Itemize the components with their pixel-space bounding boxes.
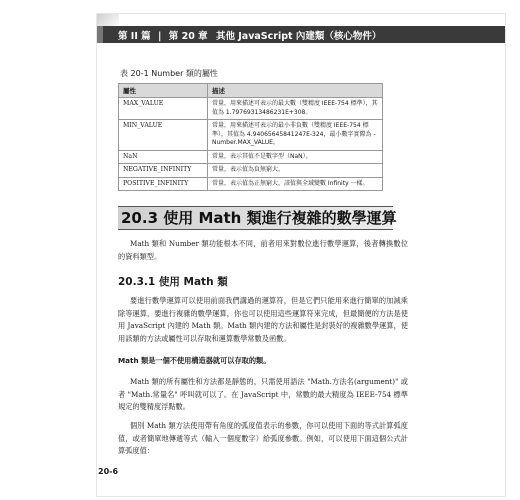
page-number: 20-6 [98,467,119,476]
property-description: 常量，用來描述可表示的最小非負數（雙精度 IEEE-754 標準），其值為 4.94065645841247E-324，最小數字實際為 -Number.MAX_VALUE。 [208,120,383,151]
number-properties-table [118,83,383,191]
corner-mark [97,14,119,26]
paragraph-1: 要進行數學運算可以使用前面我們講過的運算符，但是它們只能用來進行簡單的加減乘除等運算，要進行複雜的數學運算，你也可以使用這些運算符來完成，但最簡便的方法是使用 JavaScript 內建的 Math 類。Math 類內建的方法和屬性是封裝好的複雜數學運算，使用該類的方法或屬性可以存取和運算數學常數及函數。 [118,296,408,343]
chapter-title: 其他 JavaScript 內建類（核心物件） [215,31,382,42]
section-intro: Math 類和 Number 類功能根本不同，前者用來對數位進行數學運算，後者轉換數位的資料類型。 [118,239,408,261]
table-row [119,177,383,191]
property-description: 常量，用來描述可表示的最大數（雙精度 IEEE-754 標準），其值為 1.79769313486231E+308。 [208,98,383,120]
property-description: 常量，表示值為正無窮大，該值與全域變數 Infinity 一樣。 [208,177,383,191]
table-caption: 表 20-1 Number 類的屬性 [120,69,218,78]
column-header-description: 描述 [208,84,383,98]
property-description: 常量，表示值為負無窮大。 [208,164,383,178]
header-accent [97,26,103,43]
paragraph-3: 個別 Math 類方法使用帶有角度的弧度值表示的參數，你可以使用下面的等式計算弧度值，或者簡單地傳遞等式（輸入一個度數字）給弧度參數。例如，可以使用下面這個公式計算弧度值： [118,421,408,455]
property-name: POSITIVE_INFINITY [119,177,208,191]
table-header-row [119,84,383,98]
subsection-title: 20.3.1 使用 Math 類 [118,276,228,288]
property-description: 常量，表示其值不是數字型（NaN）。 [208,150,383,164]
section-title: 20.3 使用 Math 類進行複雜的數學運算 [121,209,397,227]
property-name: MIN_VALUE [119,120,208,151]
column-header-property: 屬性 [119,84,208,98]
paragraph-2: Math 類的所有屬性和方法都是靜態的，只需使用語法 "Math.方法名(argument)" 或者 "Math.常量名" 呼叫就可以了。在 JavaScript 中，常數的最大精度為 IEEE-754 標準規定的雙精度浮點數。 [118,377,408,411]
property-name: NaN [119,150,208,164]
note-text: Math 類是一個不使用構造器就可以存取的類。 [118,356,271,365]
table-row [119,150,383,164]
running-header: 第 II 篇 | 第 20 章 其他 JavaScript 內建類（核心物件） [118,31,382,42]
property-name: NEGATIVE_INFINITY [119,164,208,178]
table-row [119,164,383,178]
property-name: MAX_VALUE [119,98,208,120]
table-row [119,120,383,151]
part-label: 第 II 篇 [118,31,151,42]
chapter-label: 第 20 章 [168,31,208,42]
table-row [119,98,383,120]
